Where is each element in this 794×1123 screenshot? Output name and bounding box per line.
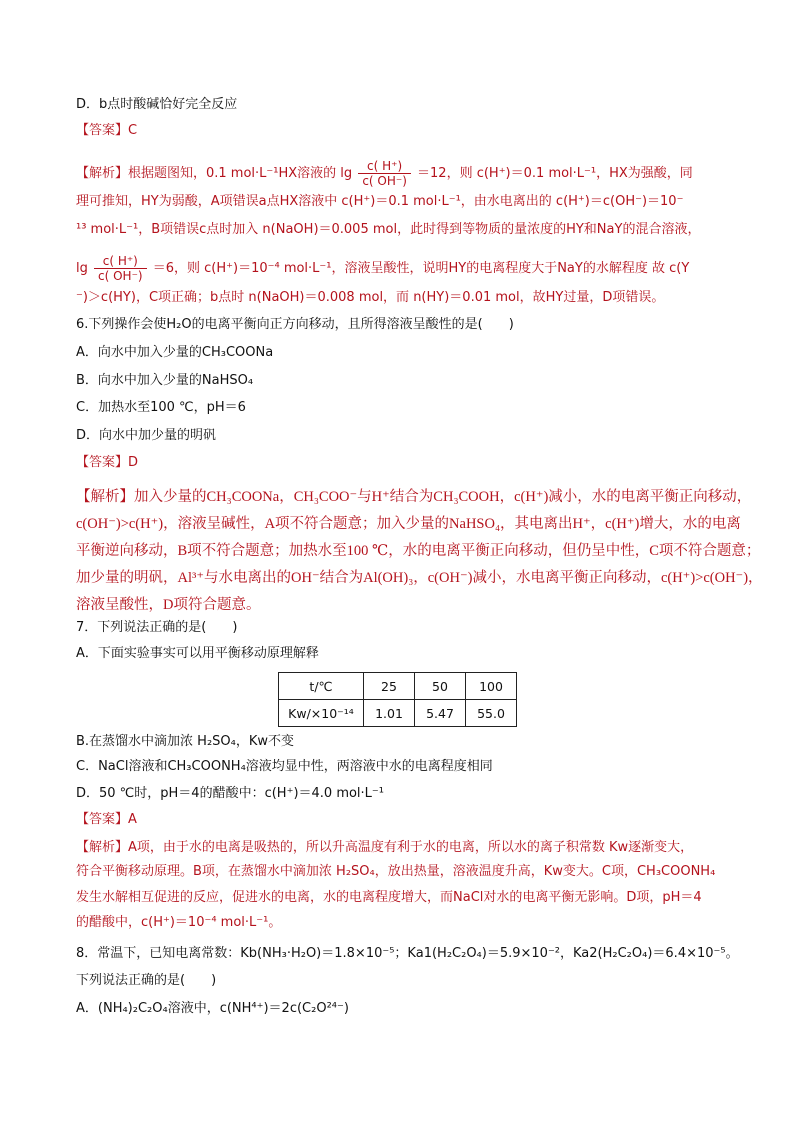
table-row xyxy=(279,700,517,727)
q5-analysis-text-4b: ＝6，则 c(H⁺)＝10⁻⁴ mol·L⁻¹，溶液呈酸性，说明HY的电离程度大于NaY的水解程度 故 c(Y xyxy=(152,261,690,276)
q6-analysis-line-5: 溶液呈酸性，D项符合题意。 xyxy=(76,597,261,613)
table-cell: 25 xyxy=(364,673,415,700)
q6-option-a: A．向水中加入少量的CH₃COONa xyxy=(76,345,274,360)
q7-analysis-line-3: 发生水解相互促进的反应，促进水的电离，水的电离程度增大，而NaCl对水的电离平衡无影响。D项，pH＝4 xyxy=(76,890,702,905)
table-cell: 1.01 xyxy=(364,700,415,727)
q7-option-c: C．NaCl溶液和CH₃COONH₄溶液均显中性，两溶液中水的电离程度相同 xyxy=(76,759,493,774)
q5-analysis-line-1 xyxy=(76,159,693,188)
q5-analysis-line-2: 理可推知，HY为弱酸，A项错误a点HX溶液中 c(H⁺)＝0.1 mol·L⁻¹，由水电离出的 c(H⁺)＝c(OH⁻)＝10⁻ xyxy=(76,194,684,209)
q6-analysis-line-1: 【解析】加入少量的CH₃COONa，CH₃COO⁻与H⁺结合为CH₃COOH，c(H⁺)减小，水的电离平衡正向移动， xyxy=(76,489,752,505)
q5-fraction-2-numerator: c( H⁺) xyxy=(94,254,147,269)
table-cell: 5.47 xyxy=(415,700,466,727)
q5-analysis-line-5: ⁻)＞c(HY)，C项正确；b点时 n(NaOH)＝0.008 mol，而 n(HY)＝0.01 mol，故HY过量，D项错误。 xyxy=(76,290,665,305)
table-cell: 50 xyxy=(415,673,466,700)
q8-stem-line-2: 下列说法正确的是( ) xyxy=(76,973,217,988)
q5-fraction-2-denominator: c( OH⁻) xyxy=(98,269,143,283)
q7-analysis-line-4: 的醋酸中，c(H⁺)＝10⁻⁴ mol·L⁻¹。 xyxy=(76,915,282,930)
q7-option-a: A．下面实验事实可以用平衡移动原理解释 xyxy=(76,646,319,661)
q8-stem-line-1: 8．常温下，已知电离常数：Kb(NH₃·H₂O)＝1.8×10⁻⁵；Ka1(H₂C₂O₄)＝5.9×10⁻²，Ka2(H₂C₂O₄)＝6.4×10⁻⁵。 xyxy=(76,946,739,961)
q5-fraction-2 xyxy=(94,254,147,283)
q5-analysis-line-3: ¹³ mol·L⁻¹，B项错误c点时加入 n(NaOH)＝0.005 mol，此时得到等物质的量浓度的HY和NaY的混合溶液， xyxy=(76,222,701,237)
q6-option-b: B．向水中加入少量的NaHSO₄ xyxy=(76,373,254,388)
q5-analysis-text-4a: lg xyxy=(76,261,88,276)
table-header-cell: Kw/×10⁻¹⁴ xyxy=(279,700,364,727)
q5-fraction-1-denominator: c( OH⁻) xyxy=(362,174,407,188)
q5-answer-label: 【答案】C xyxy=(76,123,138,138)
q6-stem: 6.下列操作会使H₂O的电离平衡向正方向移动，且所得溶液呈酸性的是( ) xyxy=(76,317,514,332)
q6-answer-label: 【答案】D xyxy=(76,455,139,470)
q7-stem: 7．下列说法正确的是( ) xyxy=(76,620,238,635)
q6-option-c: C．加热水至100 ℃，pH＝6 xyxy=(76,400,246,415)
q6-analysis-line-4: 加少量的明矾，Al³⁺与水电离出的OH⁻结合为Al(OH)₃，c(OH⁻)减小，水电离平衡正向移动，c(H⁺)>c(OH⁻)， xyxy=(76,570,763,586)
q5-analysis-text-1b: ＝12，则 c(H⁺)＝0.1 mol·L⁻¹，HX为强酸，同 xyxy=(417,166,693,181)
kw-table xyxy=(278,672,517,727)
q6-option-d: D．向水中加少量的明矾 xyxy=(76,428,217,443)
q5-fraction-1 xyxy=(358,159,411,188)
q6-analysis-line-3: 平衡逆向移动，B项不符合题意；加热水至100 ℃，水的电离平衡正向移动，但仍呈中性，C项不符合题意； xyxy=(76,543,761,559)
q8-option-a: A．(NH₄)₂C₂O₄溶液中，c(NH⁴⁺)＝2c(C₂O²⁴⁻) xyxy=(76,1001,349,1016)
q5-analysis-line-4 xyxy=(76,254,689,283)
table-header-cell: t/℃ xyxy=(279,673,364,700)
q6-analysis-line-2: c(OH⁻)>c(H⁺)，溶液呈碱性，A项不符合题意；加入少量的NaHSO₄，其电离出H⁺，c(H⁺)增大，水的电离 xyxy=(76,516,741,532)
q5-analysis-text-1a: 【解析】根据题图知，0.1 mol·L⁻¹HX溶液的 lg xyxy=(76,166,353,181)
table-cell: 100 xyxy=(466,673,517,700)
q7-option-b: B.在蒸馏水中滴加浓 H₂SO₄，Kw不变 xyxy=(76,734,295,749)
table-cell: 55.0 xyxy=(466,700,517,727)
q5-option-d: D．b点时酸碱恰好完全反应 xyxy=(76,97,238,112)
table-row xyxy=(279,673,517,700)
q5-fraction-1-numerator: c( H⁺) xyxy=(358,159,411,174)
q7-option-d: D．50 ℃时，pH＝4的醋酸中：c(H⁺)＝4.0 mol·L⁻¹ xyxy=(76,786,384,801)
q7-analysis-line-2: 符合平衡移动原理。B项，在蒸馏水中滴加浓 H₂SO₄，放出热量，溶液温度升高，Kw变大。C项，CH₃COONH₄ xyxy=(76,864,716,879)
q7-answer-label: 【答案】A xyxy=(76,812,137,827)
q7-analysis-line-1: 【解析】A项，由于水的电离是吸热的，所以升高温度有利于水的电离，所以水的离子积常数 Kw逐渐变大， xyxy=(76,840,694,855)
